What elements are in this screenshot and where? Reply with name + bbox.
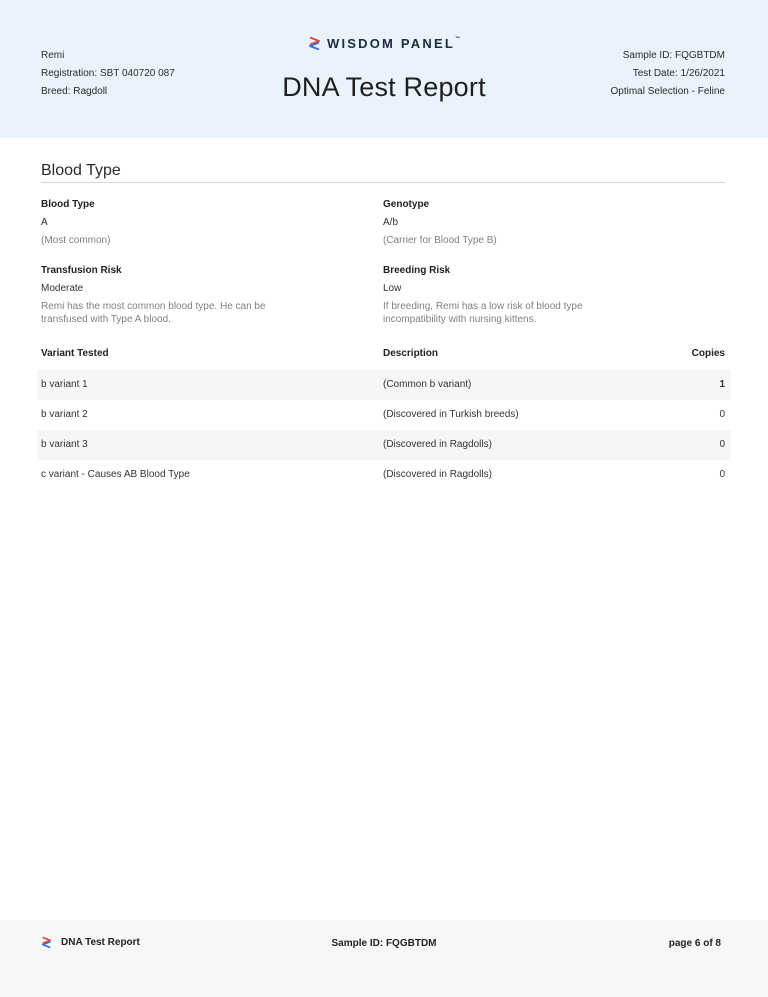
variant-copies: 0: [719, 439, 725, 450]
section-divider: [41, 182, 725, 183]
blood-type-note: (Most common): [41, 235, 111, 246]
blood-type-field: [41, 198, 271, 247]
table-row: [37, 460, 731, 490]
variant-name: c variant - Causes AB Blood Type: [41, 469, 190, 480]
section-title: Blood Type: [41, 162, 121, 179]
table-row: [37, 430, 731, 460]
pet-name: Remi: [41, 50, 65, 61]
transfusion-risk-value: Moderate: [41, 283, 84, 294]
blood-type-value: A: [41, 217, 48, 228]
variant-description: (Discovered in Ragdolls): [383, 469, 492, 480]
variant-description: (Common b variant): [383, 379, 472, 390]
genotype-label: Genotype: [383, 199, 430, 210]
variant-copies: 0: [719, 469, 725, 480]
sample-info: [611, 47, 726, 101]
transfusion-risk-field: [41, 264, 271, 326]
footer-sample-id: Sample ID: FQGBTDM: [331, 938, 437, 949]
column-header-description: Description: [383, 348, 439, 359]
genotype-note: (Carrier for Blood Type B): [383, 235, 497, 246]
page-number: page 6 of 8: [668, 938, 721, 949]
blood-type-label: Blood Type: [41, 199, 95, 210]
breeding-risk-note: If breeding, Remi has a low risk of blood type incompatibility with nursing kittens.: [383, 301, 583, 325]
genotype-field: [383, 198, 613, 247]
breeding-risk-value: Low: [383, 283, 402, 294]
test-date: Test Date: 1/26/2021: [632, 68, 725, 79]
report-header: [0, 0, 768, 138]
variant-copies: 1: [719, 379, 725, 390]
page-footer: [0, 920, 768, 997]
variant-description: (Discovered in Turkish breeds): [383, 409, 519, 420]
genotype-value: A/b: [383, 217, 399, 228]
transfusion-risk-label: Transfusion Risk: [41, 265, 122, 276]
registration-number: Registration: SBT 040720 087: [41, 68, 175, 79]
brand-name: WISDOM PANEL™: [327, 36, 460, 51]
variant-name: b variant 2: [41, 409, 88, 420]
breeding-risk-field: [383, 264, 623, 326]
column-header-copies: Copies: [691, 348, 725, 359]
breeding-risk-label: Breeding Risk: [383, 265, 451, 276]
variant-copies: 0: [719, 409, 725, 420]
transfusion-risk-note: Remi has the most common blood type. He can be transfused with Type A blood.: [41, 301, 266, 325]
variant-name: b variant 1: [41, 379, 88, 390]
footer-title: DNA Test Report: [61, 937, 140, 948]
variant-table-header: [41, 348, 725, 362]
variant-description: (Discovered in Ragdolls): [383, 439, 492, 450]
sample-id: Sample ID: FQGBTDM: [622, 50, 725, 61]
column-header-variant: Variant Tested: [41, 348, 109, 359]
trademark-mark: ™: [455, 36, 460, 42]
table-row: [37, 400, 731, 430]
table-row: [37, 370, 731, 400]
variant-name: b variant 3: [41, 439, 88, 450]
wisdom-panel-logo-icon: [308, 36, 321, 51]
report-title: DNA Test Report: [282, 72, 486, 102]
product-name: Optimal Selection - Feline: [610, 86, 725, 97]
breed: Breed: Ragdoll: [41, 86, 108, 97]
